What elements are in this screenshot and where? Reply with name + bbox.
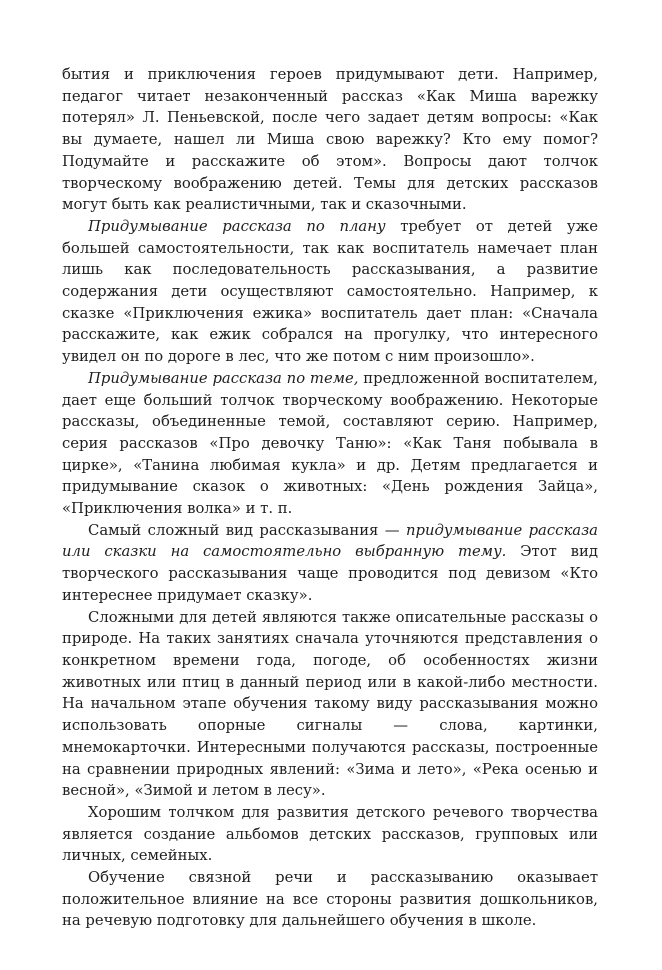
paragraph-4 — [62, 520, 598, 607]
paragraph-2-emphasis: Придумывание рассказа по плану — [88, 217, 386, 235]
page-body — [62, 64, 598, 932]
paragraph-5 — [62, 607, 598, 802]
paragraph-7 — [62, 867, 598, 932]
paragraph-4-text-start: Самый сложный вид рассказывания — — [88, 521, 406, 539]
paragraph-1-text: бытия и приключения героев придумывают дети. Например, педагог читает незаконченный рассказ «Как Миша варежку потерял» Л. Пеньевской, после чего задает детям вопросы: «Как вы думаете, нашел ли Миша свою варежку? Кто ему помог? Подумайте и расскажите об этом». Вопросы дают толчок творческому воображению детей. Темы для детских рассказов могут быть как реалистичными, так и сказочными. — [62, 66, 598, 214]
paragraph-2-text: требует от детей уже большей самостоятельности, так как воспитатель намечает план лишь как последовательность рассказывания, а развитие содержания дети осуществляют самостоятельно. Например, к сказке «Приключения ежика» воспитатель дает план: «Сначала расскажите, как ежик собрался на прогулку, что интересного увидел он по дороге в лес, что же потом с ним произошло». — [62, 217, 598, 366]
paragraph-2 — [62, 216, 598, 368]
paragraph-3-text: предложенной воспитателем, дает еще больший толчок творческому воображению. Некоторые рассказы, объединенные темой, составляют серию. Например, серия рассказов «Про девочку Таню»: «Как Таня побывала в цирке», «Танина любимая кукла» и др. Детям предлагается и придумывание сказок о животных: «День рождения Зайца», «Приключения волка» и т. п. — [62, 369, 598, 518]
paragraph-4-emphasis: придумывание рассказа или сказки на самостоятельно выбранную тему. — [62, 521, 599, 561]
paragraph-5-text: Сложными для детей являются также описательные рассказы о природе. На таких занятиях сначала уточняются представления о конкретном времени года, погоде, об особенностях жизни животных или птиц в данный период или в какой-либо местности. На начальном этапе обучения такому виду рассказывания можно использовать опорные сигналы — слова, картинки, мнемокарточки. Интересными получаются рассказы, построенные на сравнении природных явлений: «Зима и лето», «Река осенью и весной», «Зимой и летом в лесу». — [62, 608, 598, 800]
paragraph-7-text: Обучение связной речи и рассказыванию оказывает положительное влияние на все стороны развития дошкольников, на речевую подготовку для дальнейшего обучения в школе. — [62, 869, 598, 930]
paragraph-1 — [62, 64, 598, 216]
paragraph-4-text-end: Этот вид творческого рассказывания чаще проводится под девизом «Кто интереснее придумает сказку». — [62, 543, 598, 604]
paragraph-6 — [62, 802, 598, 867]
paragraph-3 — [62, 368, 598, 520]
paragraph-6-text: Хорошим толчком для развития детского речевого творчества является создание альбомов детских рассказов, групповых или личных, семейных. — [62, 803, 598, 865]
paragraph-3-emphasis: Придумывание рассказа по теме, — [88, 369, 359, 387]
